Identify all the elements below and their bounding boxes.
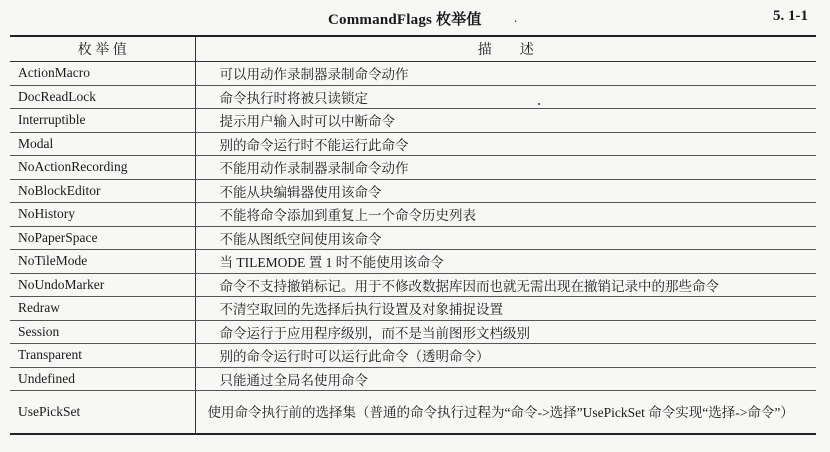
table-number: 5. 1-1 — [773, 8, 808, 24]
description-cell: 别的命令运行时可以运行此命令（透明命令） — [195, 344, 816, 368]
table-row — [10, 297, 816, 321]
enum-name-cell: NoUndoMarker — [10, 273, 195, 297]
header-description: 描 述 — [195, 36, 816, 62]
table-row — [10, 320, 816, 344]
table-caption — [10, 8, 816, 30]
enum-name-cell: NoBlockEditor — [10, 179, 195, 203]
table-row — [10, 250, 816, 274]
table-row — [10, 62, 816, 86]
description-cell: 命令执行时将被只读锁定 — [195, 85, 816, 109]
table-row — [10, 226, 816, 250]
header-enum-value: 枚 举 值 — [10, 36, 195, 62]
table-title: CommandFlags 枚举值 — [328, 12, 482, 28]
description-cell: 当 TILEMODE 置 1 时不能使用该命令 — [195, 250, 816, 274]
enum-name-cell: NoActionRecording — [10, 156, 195, 180]
description-cell: 不能用动作录制器录制命令动作 — [195, 156, 816, 180]
description-cell: 命令不支持撤销标记。用于不修改数据库因而也就无需出现在撤销记录中的那些命令 — [195, 273, 816, 297]
enum-name-cell: NoHistory — [10, 203, 195, 227]
table-row — [10, 391, 816, 435]
caption-dot: . — [514, 10, 518, 25]
table-row — [10, 179, 816, 203]
table-row — [10, 273, 816, 297]
table-row — [10, 344, 816, 368]
description-cell: 只能通过全局名使用命令 — [195, 367, 816, 391]
description-cell: 可以用动作录制器录制命令动作 — [195, 62, 816, 86]
enum-name-cell: Session — [10, 320, 195, 344]
commandflags-table — [10, 35, 816, 435]
description-cell: 不能从块编辑器使用该命令 — [195, 179, 816, 203]
table-row — [10, 132, 816, 156]
enum-name-cell: NoPaperSpace — [10, 226, 195, 250]
table-row — [10, 203, 816, 227]
description-cell: 提示用户输入时可以中断命令 — [195, 109, 816, 133]
description-cell: 使用命令执行前的选择集（普通的命令执行过程为“命令->选择”UsePickSet 命令实现“选择->命令”） — [207, 404, 794, 420]
description-cell: 不能从图纸空间使用该命令 — [195, 226, 816, 250]
table-header-row — [10, 36, 816, 62]
description-cell: 别的命令运行时不能运行此命令 — [195, 132, 816, 156]
table-row — [10, 109, 816, 133]
enum-name-cell: DocReadLock — [10, 85, 195, 109]
enum-name-cell: UsePickSet — [10, 391, 195, 435]
enum-name-cell: Interruptible — [10, 109, 195, 133]
table-row — [10, 156, 816, 180]
enum-name-cell: ActionMacro — [10, 62, 195, 86]
table-row — [10, 85, 816, 109]
enum-name-cell: Modal — [10, 132, 195, 156]
table-row — [10, 367, 816, 391]
enum-name-cell: NoTileMode — [10, 250, 195, 274]
description-cell: 命令运行于应用程序级别，而不是当前图形文档级别 — [195, 320, 816, 344]
enum-name-cell: Redraw — [10, 297, 195, 321]
description-cell: 不清空取回的先选择后执行设置及对象捕捉设置 — [195, 297, 816, 321]
enum-name-cell: Undefined — [10, 367, 195, 391]
description-cell: 不能将命令添加到重复上一个命令历史列表 — [195, 203, 816, 227]
enum-name-cell: Transparent — [10, 344, 195, 368]
